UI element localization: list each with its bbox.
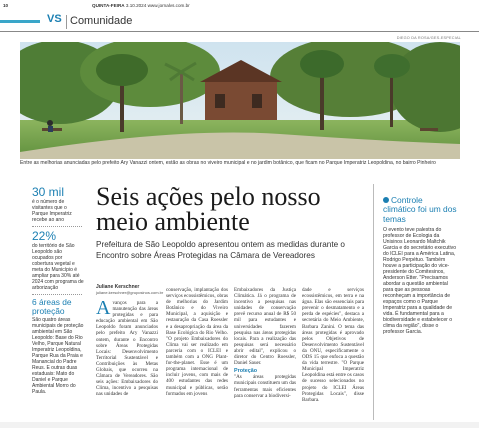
section-accent-bar [0,20,40,23]
author-name: Juliane Kerschner [96,284,140,290]
page-bottom-bar [0,422,479,428]
stat-areas-heading: 6 áreas de proteção [32,297,72,316]
stat-coverage-number: 22% [32,229,57,243]
stat-areas-text: São quatro áreas municipais de proteção ambiental em São Leopoldo: Base do Rio Velho, Parque Natural Imperatriz Leopoldina, Parque Rua da Praia e Manancial do Padre Reus. E outras duas estaduais: Mato do Daniel e Parque Ambiental Morro do Paula. [32,317,84,395]
header-divider [66,15,67,29]
column-divider [373,184,374,420]
article-text-3b: "As áreas protegidas municipais constituem um das ferramentas mais eficientes para conservar a biodiversi- [234,374,296,399]
site-url[interactable]: www.jornalvs.com.br [147,3,190,8]
author-email[interactable]: juliane.kerschner@gruposinos.com.br [96,290,164,295]
header-rule [0,31,479,32]
photo-caption: Entre as melhorias anunciadas pelo prefeito Ary Vanazzi ontem, estão as obras no viveiro municipal e no jardim botânico, que ficam no Parque Imperatriz Leopoldina, no bairro Pinheiro [20,160,436,166]
stat-divider [32,226,82,227]
park-photo-illustration [20,42,460,159]
article-text-2: conservação, implantação dos serviços ecossistêmicos, obras de melhorias do Jardim Botânico e do Viveiro Municipal, a aquisição e restauração da Casa Roessler e a desapropriação da área da Base Ecológica do Rio Velho. "O projeto Embaixadores do Clima vai ser realizado em parceria com o ICLEI e também com a ONG Plant-for-the-planet. Esse é um programa internacional de incluir jovens, com mais de 400 estudantes das redes municipal e públicas, serão formados em jovens [166,287,228,397]
article-column-2 [166,287,228,397]
article-column-3 [234,287,296,399]
edition-meta [92,3,190,8]
article-column-4 [302,287,364,403]
article-text-4: dade e serviços ecossistêmicos, em terra e na água. Elas são essenciais para prevenir o desmatamento e a perda de espécies", destaca a secretária do Meio Ambiente, Barbara Zanini. O tema das áreas protegidas é aprovado pelos Objetivos de Desenvolvimento Sustentável da ONU, especificamente o ODS 15 que enfoca a questão da vida terrestre. "O Parque Municipal Imperatriz Leopoldina está entre os casos de sucesso selecionados no projeto do ICLEI Áreas Protegidas Locais", disse Barbara. [302,287,364,403]
article-column-1 [96,297,158,398]
stat-divider [32,294,82,295]
section-header [0,13,479,33]
article-headline: Seis ações pelo nosso meio ambiente [96,182,321,236]
bullet-dot-icon [383,197,389,203]
stat-visitors-text: é o número de visitantes que o Parque Imperatriz recebe ao ano [32,199,72,223]
drop-cap: A [96,297,111,319]
edition-date: 3.10.2024 [125,3,147,8]
climate-box-title [383,196,457,224]
stat-coverage-text: do território de São Leopoldo são ocupados por cobertura vegetal e meta do Município é ampliar para 30% até 2024 com programa de arborização [32,243,84,291]
article-byline [96,284,164,295]
section-title: Comunidade [70,15,133,27]
park-photo [20,42,460,159]
photo-credit: DIEGO DA ROSA/GES-ESPECIAL [396,36,461,40]
paper-code: VS [47,13,62,25]
stat-visitors-number: 30 mil [32,185,65,199]
climate-box [383,196,457,335]
article-text-1: vanços para a manutenção das áreas protegidas e para educação ambiental em São Leopoldo foram anunciados pelo prefeito Ary Vanazzi ontem, durante o Encontro sobre Áreas Protegidas Locais: Desenvolvimento Territorial Sustentável e Contribuições às Metas Globais, que ocorreu na Câmara de Vereadores. São seis ações: Embaixadores do Clima, incentivo a pesquisas nas unidades de [96,300,158,398]
climate-box-title-text: Controle climático foi um dos temas [383,195,457,224]
article-subtitle-protection: Proteção [234,368,258,375]
climate-box-text: O evento teve palestra do professor de Ecologia da Unisinos Leonardo Maltchik Garcia e do secretário executivo do ICLEI para a América Latina, Rodrigo Perpétuo. Também houve a participação do vice-presidente do Comitesinos, Anderson Etter. "Precisamos abordar a questão ambiental para que as pessoas reconheçam a importância de espaços como o Parque Imperatriz para a qualidade de vida. É fundamental para a biodiversidade e estabelecer o clima da região", disse o professor Garcia. [383,227,457,336]
page-number: 10 [3,3,9,8]
weekday: QUINTA-FEIRA [92,3,125,8]
article-text-3: Embaixadores da Justiça Climática. Já o programa de incentivo a pesquisas nas unidades de conservação prevê recurso anual de R$ 50 mil para estudantes e universidades fazerem pesquisa nas áreas protegidas locais. Para a realização das pesquisas será necessário abrir edital", explicou o diretor do Centro Roessler, Daniel Sauer. [234,287,296,367]
facts-sidebar [32,184,84,395]
article-subhead: Prefeitura de São Leopoldo apresentou ontem as medidas durante o Encontro sobre Áreas Protegidas na Câmara de Vereadores [96,240,345,260]
page-topline [0,0,479,10]
